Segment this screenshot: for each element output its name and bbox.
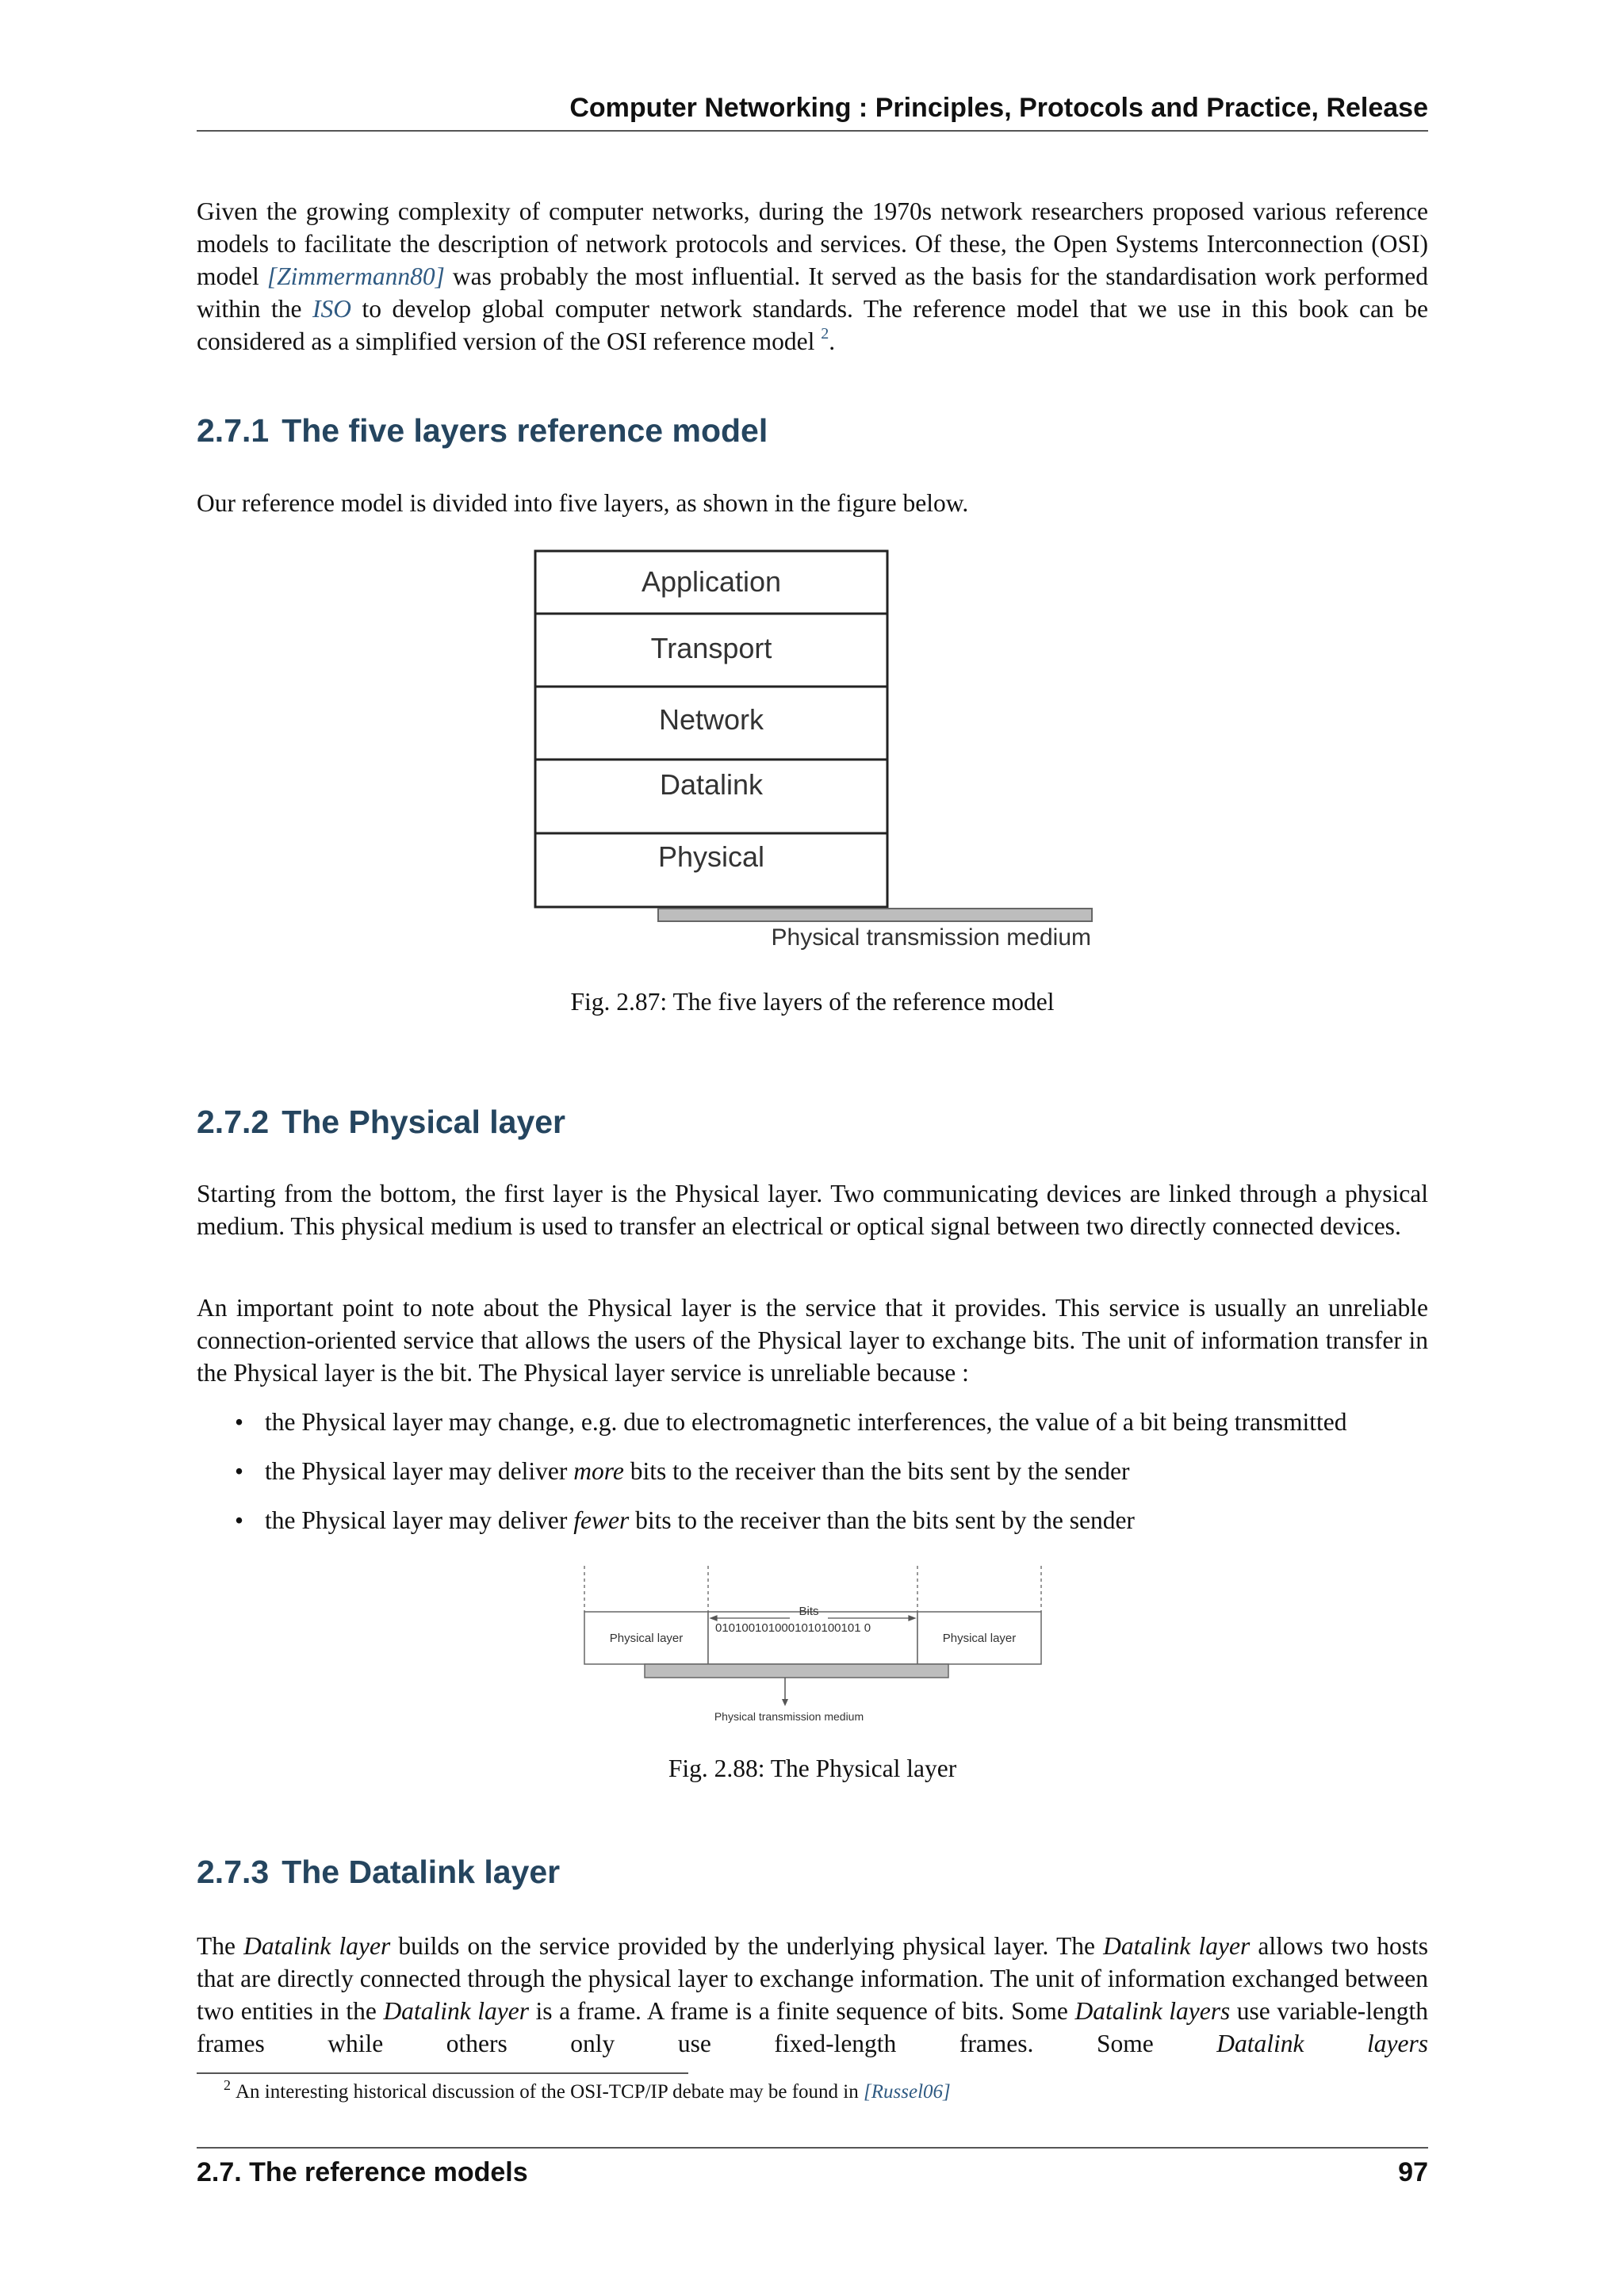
physical-layer-paragraph-1: Starting from the bottom, the first layer is the Physical layer. Two communicating devices are linked through a physical medium. This physical medium is used to transfer an electrical or optical signal between two directly connected devices. xyxy=(197,1180,1428,1240)
transmission-medium-label-2: Physical transmission medium xyxy=(714,1710,864,1723)
layer-physical-label: Physical xyxy=(657,840,765,873)
footnote: $^2$ An interesting historical discussion of the OSI-TCP/IP debate may be found in [Russel06] xyxy=(224,2077,951,2103)
section-2-7-1-paragraph: Our reference model is divided into five layers, as shown in the figure below. xyxy=(197,489,969,517)
section-heading-2-7-1: 2.7.1 The five layers reference model xyxy=(197,412,768,449)
datalink-layer-paragraph: The Datalink layer builds on the service provided by the underlying physical layer. The Datalink layer allows two hosts that are directly connected through the physical layer to exchange information. The unit of information exchanged between two entities in the Datalink layer is a frame. A frame is a finite sequence of bits. Some Datalink layers use variable-length frames while others only use fixed-length frames. Some Datalink layers xyxy=(197,1932,1429,2057)
running-header xyxy=(197,89,1428,132)
bullet-dot: • xyxy=(235,1506,244,1534)
cite-zimmermann80-link[interactable]: [Zimmermann80] xyxy=(266,262,445,290)
bullet-dot: • xyxy=(235,1457,244,1485)
transmission-medium-bar-2 xyxy=(645,1664,948,1678)
iso-link[interactable]: ISO xyxy=(312,295,351,323)
layer-network-label: Network xyxy=(658,703,764,736)
footnote-rule xyxy=(197,2072,688,2074)
layer-application-label: Application xyxy=(641,565,782,598)
footnote-ref-link[interactable]: 2 xyxy=(821,325,829,342)
layer-transport-label: Transport xyxy=(650,632,772,664)
book-title: Computer Networking : Principles, Protocols and Practice, Release xyxy=(569,93,1428,123)
figure-caption-2-87: Fig. 2.87: The five layers of the reference model xyxy=(570,988,1055,1016)
footnote-number: 2 xyxy=(224,2077,231,2093)
page-number: 97 xyxy=(1398,2157,1428,2187)
bits-channel-box xyxy=(708,1612,917,1664)
bullet-dot: • xyxy=(235,1408,244,1436)
cite-russel06-link[interactable]: [Russel06] xyxy=(864,2081,951,2103)
left-physical-layer-label: Physical layer xyxy=(609,1632,684,1645)
physical-layer-paragraph-2: An important point to note about the Physical layer is the service that it provides. This service is usually an unreliable connection-oriented service that allows the users of the Physical layer to exchange bits. The unit of information transfer in the Physical layer is the bit. The Physical layer service is unreliable because : xyxy=(197,1294,1428,1387)
right-physical-layer-label: Physical layer xyxy=(942,1632,1017,1645)
section-heading-2-7-2: 2.7.2 The Physical layer xyxy=(197,1104,566,1140)
transmission-medium-label: Physical transmission medium xyxy=(771,924,1091,951)
bit-sequence: 0101001010001010100101 0 xyxy=(715,1621,871,1635)
figure-caption-2-88: Fig. 2.88: The Physical layer xyxy=(668,1755,957,1782)
bits-label: Bits xyxy=(799,1605,819,1618)
footer-rule xyxy=(197,2147,1428,2149)
section-heading-2-7-3: 2.7.3 The Datalink layer xyxy=(197,1854,561,1890)
intro-paragraph: Given the growing complexity of computer networks, during the 1970s network researchers proposed various reference models to facilitate the description of network protocols and services. Of these, the Open Systems Interconnection (OSI) model [Zimmermann80] was probably the most influential. It served as the basis for the standardisation work performed within the ISO to develop global computer network standards. The reference model that we use in this book can be considered as a simplified version of the OSI reference model $^2$. xyxy=(197,197,1428,355)
footer-section-title: 2.7. The reference models xyxy=(197,2157,528,2187)
transmission-medium-bar xyxy=(658,909,1092,921)
physical-layer-figure xyxy=(579,1562,1047,1728)
five-layers-figure xyxy=(523,547,1110,959)
layer-datalink-label: Datalink xyxy=(659,768,764,801)
page-footer xyxy=(197,2153,1428,2191)
